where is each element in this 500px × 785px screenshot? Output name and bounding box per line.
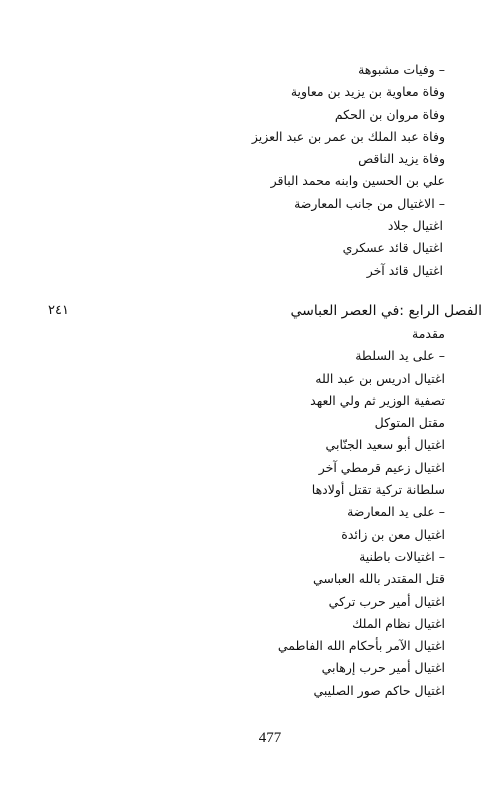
toc-section-abbasid: [278, 323, 445, 702]
toc-entry: تصفية الوزير ثم ولي العهد: [310, 392, 445, 408]
toc-entry: اغتيال أمير حرب إرهابي: [321, 660, 445, 676]
toc-entry: اغتيال زعيم قرمطي آخر: [318, 459, 445, 475]
toc-entry: وفاة مروان بن الحكم: [334, 106, 445, 122]
toc-section-umayyad: [252, 59, 445, 282]
toc-entry: – اغتيالات باطنية: [359, 548, 445, 564]
toc-entry: مقدمة: [412, 326, 445, 341]
toc-entry: مقتل المتوكل: [374, 415, 445, 431]
toc-entry: سلطانة تركية تقتل أولادها: [311, 482, 445, 498]
toc-entry: – الاغتيال من جانب المعارضة: [294, 195, 445, 211]
toc-entry: اغتيال نظام الملك: [352, 615, 445, 631]
toc-entry: اغتيال قائد عسكري: [342, 240, 443, 256]
toc-entry: وفاة عبد الملك بن عمر بن عبد العزيز: [251, 128, 445, 144]
toc-entry: – وفيات مشبوهة: [358, 62, 445, 77]
toc-entry: اغتيال حاكم صور الصليبي: [313, 682, 445, 698]
toc-entry: اغتيال قائد آخر: [366, 262, 443, 278]
toc-entry: اغتيال أمير حرب تركي: [328, 593, 445, 609]
toc-entry: اغتيال الآمر بأحكام الله الفاطمي: [277, 638, 445, 654]
chapter-title: الفصل الرابع :في العصر العباسي: [290, 303, 482, 319]
toc-entry: – على يد المعارضة: [347, 504, 445, 520]
toc-entry: وفاة معاوية بن يزيد بن معاوية: [290, 84, 445, 100]
page-number: 477: [258, 730, 282, 746]
toc-entry: قتل المقتدر بالله العباسي: [312, 571, 445, 587]
toc-entry: اغتيال معن بن زائدة: [341, 526, 445, 542]
toc-entry: – على يد السلطة: [355, 348, 445, 364]
toc-entry: اغتيال ادريس بن عبد الله: [315, 370, 445, 386]
toc-entry: وفاة يزيد الناقص: [358, 151, 445, 167]
toc-entry: اغتيال جلاد: [387, 218, 443, 234]
chapter-page-number: ٢٤١: [48, 303, 69, 318]
toc-entry: اغتيال أبو سعيد الجنّابي: [325, 437, 445, 453]
toc-entry: علي بن الحسين وابنه محمد الباقر: [270, 173, 445, 189]
